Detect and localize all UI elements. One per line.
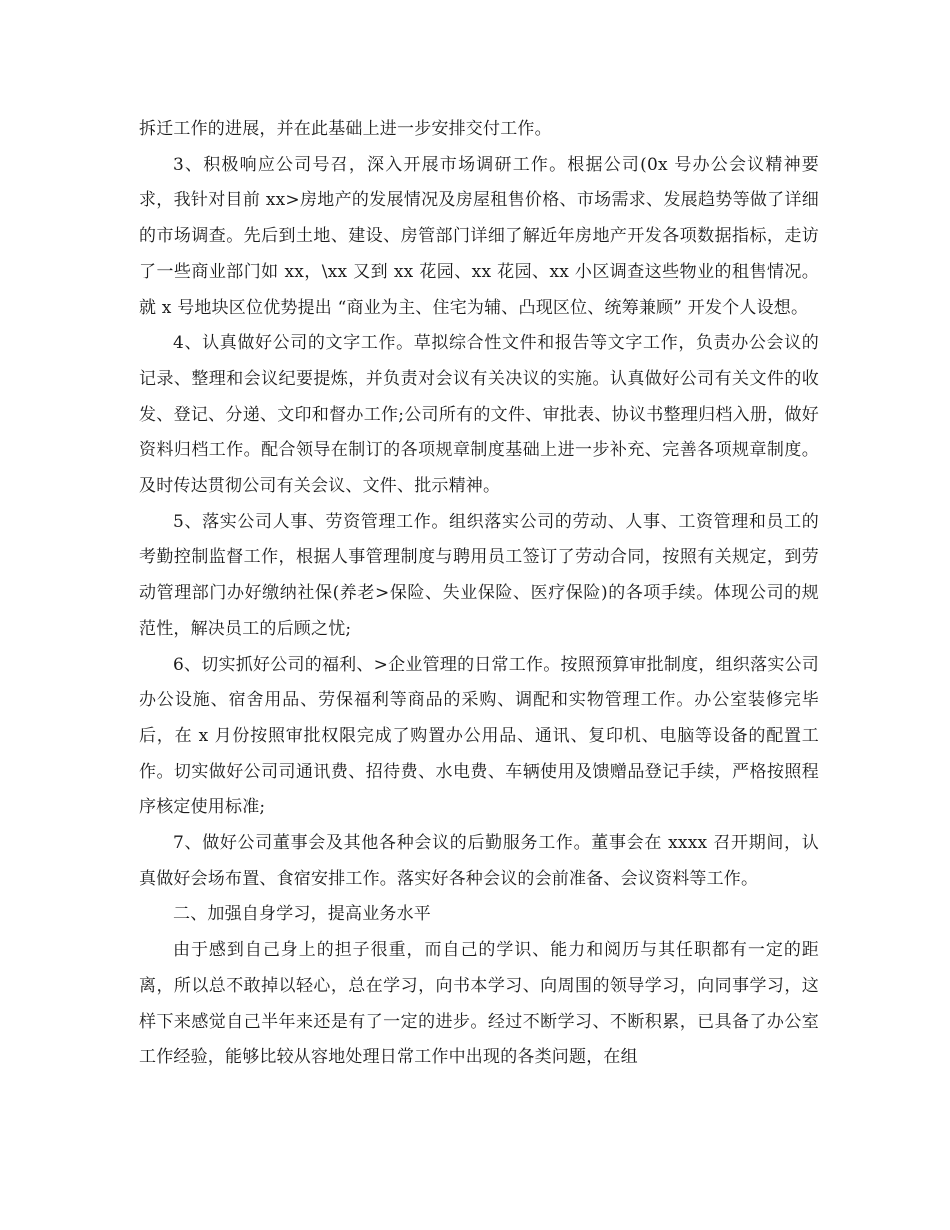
paragraph-3: 4、认真做好公司的文字工作。草拟综合性文件和报告等文字工作，负责办公会议的记录、整理和会议纪要提炼，并负责对会议有关决议的实施。认真做好公司有关文件的收发、登记、分递、文印和督办工作;公司所有的文件、审批表、协议书整理归档入册，做好资料归档工作。配合领导在制订的各项规章制度基础上进一步补充、完善各项规章制度。及时传达贯彻公司有关会议、文件、批示精神。 (139, 333, 819, 497)
paragraph-1: 拆迁工作的进展，并在此基础上进一步安排交付工作。 (139, 119, 552, 139)
section-heading: 二、加强自身学习，提高业务水平 (173, 904, 431, 925)
paragraph-2: 3、积极响应公司号召，深入开展市场调研工作。根据公司(0x 号办公会议精神要求，我针对目前 xx>房地产的发展情况及房屋租售价格、市场需求、发展趋势等做了详细的市场调查。先后到土地、建设、房管部门详细了解近年房地产开发各项数据指标，走访了一些商业部门如 xx，\xx 又到 xx 花园、xx 花园、xx 小区调查这些物业的租售情况。就 x 号地块区位优势提出 “商业为主、住宅为辅、凸现区位、统筹兼顾” 开发个人设想。 (139, 154, 819, 318)
paragraph-4: 5、落实公司人事、劳资管理工作。组织落实公司的劳动、人事、工资管理和员工的考勤控制监督工作，根据人事管理制度与聘用员工签订了劳动合同，按照有关规定，到劳动管理部门办好缴纳社保(养老>保险、失业保险、医疗保险)的各项手续。体现公司的规范性，解决员工的后顾之忧; (139, 511, 819, 639)
paragraph-7: 由于感到自己身上的担子很重，而自己的学识、能力和阅历与其任职都有一定的距离，所以总不敢掉以轻心，总在学习，向书本学习、向周围的领导学习，向同事学习，这样下来感觉自己半年来还是有了一定的进步。经过不断学习、不断积累，已具备了办公室工作经验，能够比较从容地处理日常工作中出现的各类问题，在组 (139, 940, 819, 1068)
document-body (139, 112, 819, 1076)
paragraph-6: 7、做好公司董事会及其他各种会议的后勤服务工作。董事会在 xxxx 召开期间，认真做好会场布置、食宿安排工作。落实好各种会议的会前准备、会议资料等工作。 (139, 833, 819, 889)
paragraph-5: 6、切实抓好公司的福利、>企业管理的日常工作。按照预算审批制度，组织落实公司办公设施、宿舍用品、劳保福利等商品的采购、调配和实物管理工作。办公室装修完毕后，在 x 月份按照审批权限完成了购置办公用品、通讯、复印机、电脑等设备的配置工作。切实做好公司司通讯费、招待费、水电费、车辆使用及馈赠品登记手续，严格按照程序核定使用标准; (139, 654, 819, 818)
